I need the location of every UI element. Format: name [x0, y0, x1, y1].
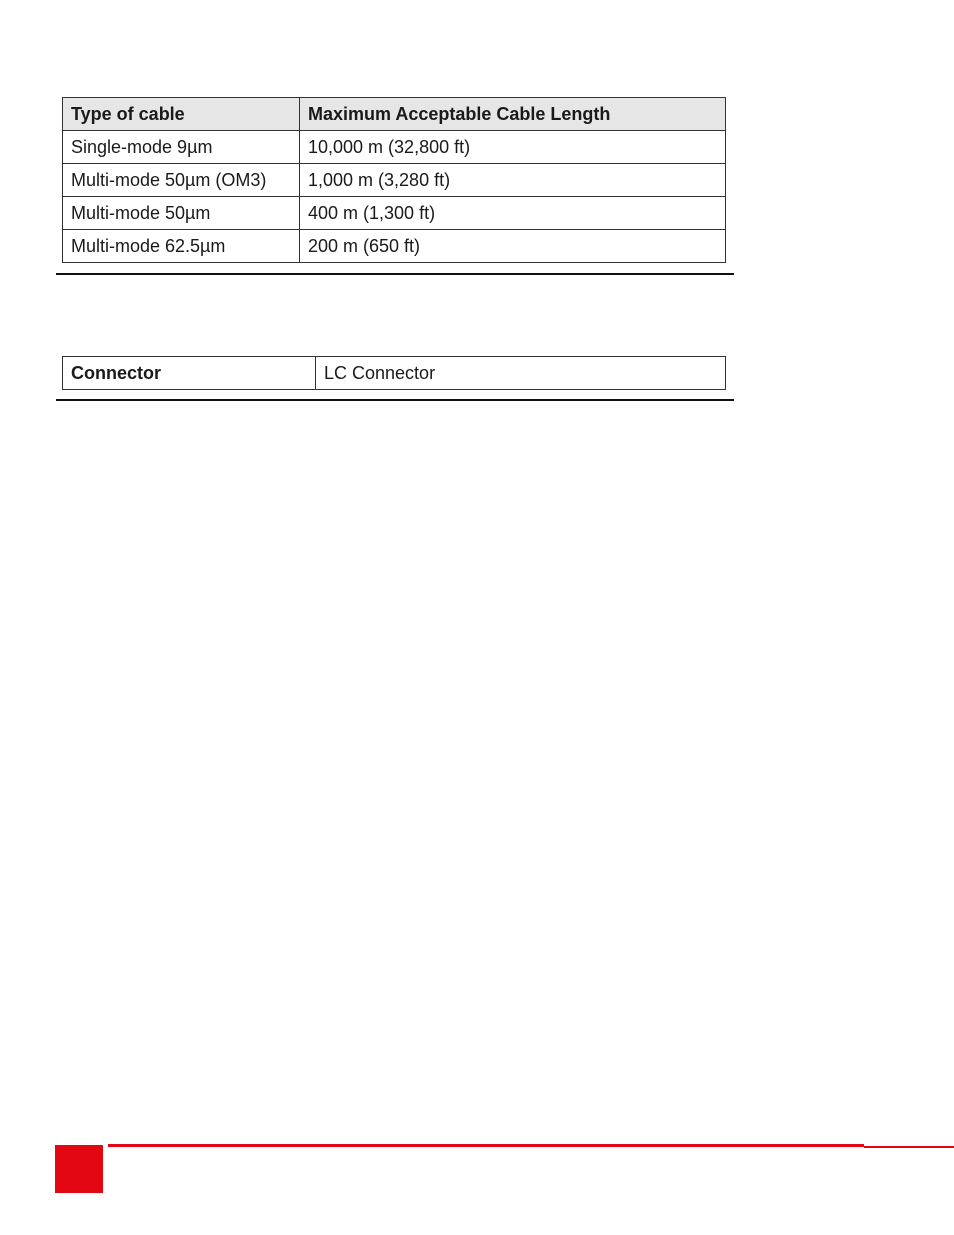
max-length-cell: 400 m (1,300 ft): [300, 197, 726, 230]
cable-type-cell: Multi-mode 62.5µm: [63, 230, 300, 263]
table-row: [63, 230, 726, 263]
cable-type-cell: Single-mode 9µm: [63, 131, 300, 164]
section-divider: [56, 273, 734, 275]
connector-table: [62, 356, 726, 390]
footer-accent-line: [108, 1144, 864, 1147]
table-row: [63, 197, 726, 230]
max-length-cell: 1,000 m (3,280 ft): [300, 164, 726, 197]
column-header-max-length: Maximum Acceptable Cable Length: [300, 98, 726, 131]
column-header-cable-type: Type of cable: [63, 98, 300, 131]
table-row: [63, 164, 726, 197]
cable-type-cell: Multi-mode 50µm (OM3): [63, 164, 300, 197]
max-length-cell: 10,000 m (32,800 ft): [300, 131, 726, 164]
table-row: [63, 357, 726, 390]
footer-accent-line-tail: [864, 1146, 954, 1148]
footer-page-marker: [55, 1145, 103, 1193]
max-length-cell: 200 m (650 ft): [300, 230, 726, 263]
connector-value: LC Connector: [316, 357, 726, 390]
table-header-row: [63, 98, 726, 131]
cable-type-cell: Multi-mode 50µm: [63, 197, 300, 230]
connector-label: Connector: [63, 357, 316, 390]
section-divider: [56, 399, 734, 401]
cable-length-table: [62, 97, 726, 263]
table-row: [63, 131, 726, 164]
